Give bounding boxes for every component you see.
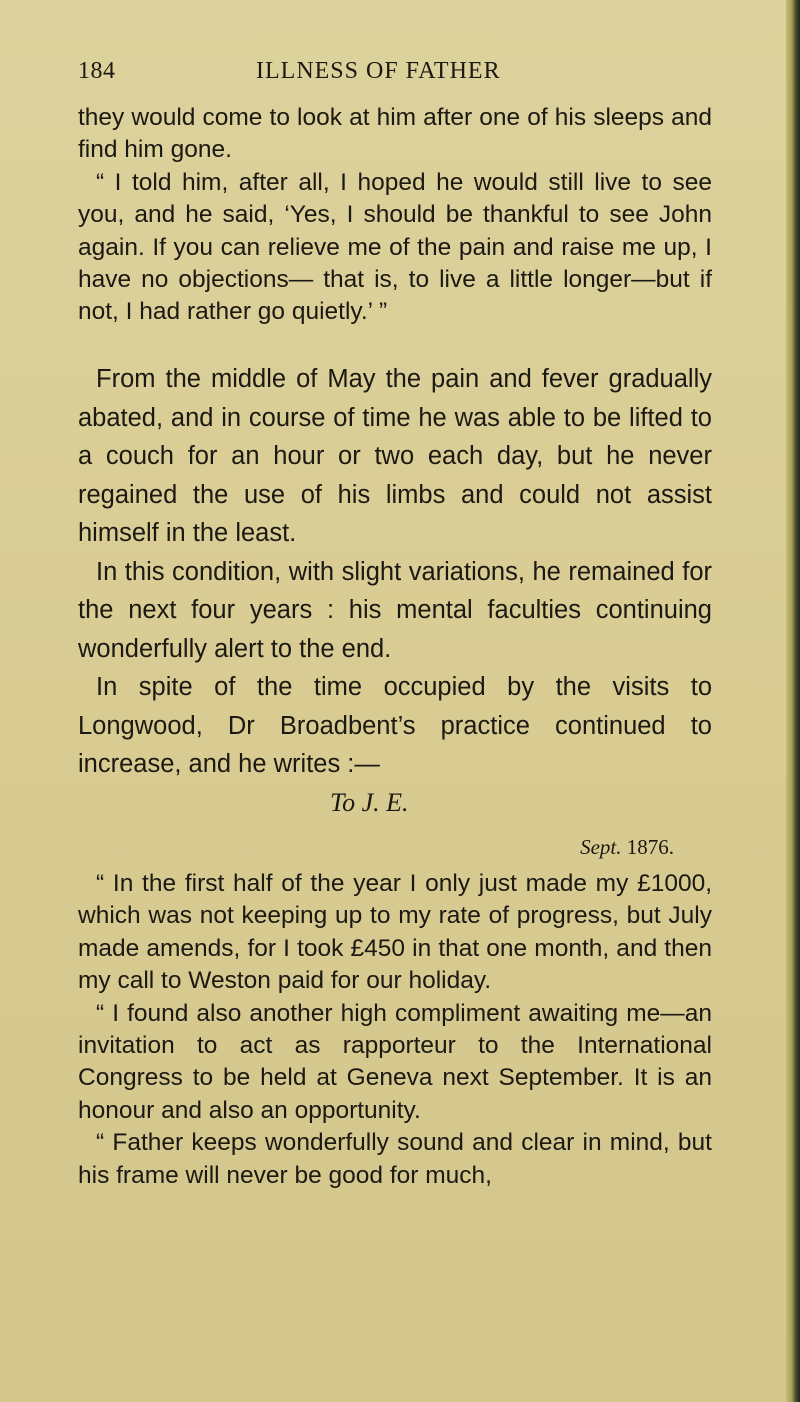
- paragraph-group-1: [78, 102, 712, 329]
- running-head: [78, 58, 708, 90]
- paragraph: “ In the first half of the year I only just made my £1000, which was not keeping up to my rate of progress, but July made amends, for I took £450 in that one month, and then my call to Weston paid for our holiday.: [78, 870, 712, 995]
- paragraph: “ Father keeps wonderfully sound and clear in mind, but his frame will never be good for much,: [78, 1129, 712, 1189]
- letter-date: [580, 835, 674, 860]
- paragraph: In spite of the time occupied by the visits to Longwood, Dr Broadbent’s practice continued to increase, and he writes :—: [78, 673, 712, 778]
- paragraph: they would come to look at him after one of his sleeps and find him gone.: [78, 104, 712, 164]
- date-year: 1876.: [626, 835, 674, 859]
- paragraph: From the middle of May the pain and fever gradually abated, and in course of time he was able to be lifted to a couch for an hour or two each day, but he never regained the use of his limbs and could not assist himself in the least.: [78, 365, 712, 547]
- paragraph: “ I found also another high compliment awaiting me—an invitation to act as rapporteur to the International Congress to be held at Geneva next September. It is an honour and also an opportunity.: [78, 999, 712, 1124]
- paragraph-group-2: [78, 360, 712, 784]
- paragraph-group-3: [78, 868, 712, 1192]
- date-month: Sept.: [580, 835, 622, 859]
- letter-salutation: To J. E.: [330, 788, 409, 817]
- paragraph: “ I told him, after all, I hoped he would still live to see you, and he said, ‘Yes, I should be thankful to see John again. If you can relieve me of the pain and raise me up, I have no objections— that is, to live a little longer—but if not, I had rather go quietly.’ ”: [78, 168, 712, 326]
- running-title: ILLNESS OF FATHER: [256, 58, 501, 84]
- paragraph: In this condition, with slight variations, he remained for the next four years : his mental faculties continuing wonderfully alert to the end.: [78, 557, 712, 663]
- page-edge: [786, 0, 800, 1402]
- page-number: 184: [78, 58, 116, 84]
